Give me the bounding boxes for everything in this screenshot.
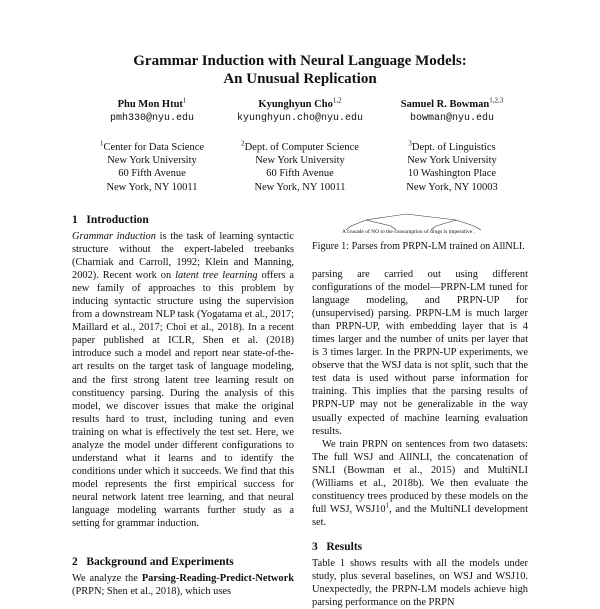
model-name: Parsing-Reading-Predict-Network xyxy=(141,573,294,584)
tree-edge xyxy=(406,214,456,220)
affiliation-line: Dept. of Linguistics xyxy=(411,142,496,153)
author-3 xyxy=(362,98,542,125)
tree-edge xyxy=(456,220,474,226)
affiliation-line: 60 Fifth Avenue xyxy=(266,168,334,180)
paragraph-text: We train PRPN on sentences from two datasets: The full WSJ and AllNLI, the concatenation of SNLI (Bowman et al., 2015) and MultiNLI (Williams et al., 2018b). We then evaluate the constituency trees produced by these models on the full WSJ, WSJ10 xyxy=(312,438,528,515)
paragraph-text: Table 1 shows results with all the models under study, plus several baselines, on WSJ and WSJ10. Unexpectedly, the PRPN-LM models achieve high parsing performance on the PRPN xyxy=(312,558,528,609)
affiliation-line: New York, NY 10011 xyxy=(254,181,346,193)
section-heading-introduction xyxy=(72,214,149,226)
paragraph-text: , and the MultiNLI development set. xyxy=(312,503,528,528)
footnote-marker[interactable]: 1 xyxy=(385,501,390,510)
author-sup: 1,2 xyxy=(332,96,342,105)
affiliation-line: New York University xyxy=(107,155,197,167)
paragraph-text: We analyze the xyxy=(72,573,142,584)
figure-caption: Figure 1: Parses from PRPN-LM trained on AllNLI. xyxy=(312,241,525,252)
background-body xyxy=(72,572,294,598)
author-name: Phu Mon Htut xyxy=(117,99,183,110)
section-title: Introduction xyxy=(86,214,149,226)
author-name: Kyunghyun Cho xyxy=(258,99,333,110)
section-heading-results xyxy=(312,541,362,553)
paper-title-line-1: Grammar Induction with Neural Language Models: xyxy=(133,53,467,69)
tree-edge xyxy=(351,220,366,226)
emphasis-term: latent tree learning xyxy=(175,270,258,282)
tree-edge xyxy=(436,220,456,226)
right-column-body xyxy=(312,268,528,529)
author-email[interactable]: bowman@nyu.edu xyxy=(409,113,494,124)
emphasis-term: Grammar induction xyxy=(72,231,156,242)
paper-title-line-2: An Unusual Replication xyxy=(223,71,377,87)
author-sup: 1 xyxy=(182,96,187,105)
parse-tree-leaf-text: A crusade of NO to the consumption of drugs is imperative . xyxy=(342,229,475,235)
paragraph-text: (PRPN; Shen et al., 2018), which uses xyxy=(72,586,232,598)
author-name: Samuel R. Bowman xyxy=(400,99,490,110)
affiliation-3 xyxy=(362,141,542,194)
section-number: 1 xyxy=(72,214,78,226)
results-body xyxy=(312,557,528,609)
affiliation-line: New York, NY 10003 xyxy=(406,181,498,193)
affiliation-sup: 3 xyxy=(408,139,412,148)
section-title: Background and Experiments xyxy=(86,556,234,568)
affiliation-line: 60 Fifth Avenue xyxy=(118,168,186,180)
tree-edge xyxy=(474,226,481,230)
affiliation-line: New York University xyxy=(407,155,497,167)
tree-edge xyxy=(366,214,406,220)
author-email[interactable]: kyunghyun.cho@nyu.edu xyxy=(236,113,364,124)
paragraph-text: parsing are carried out using different configurations of the model—PRPN-LM tuned for language modeling, and PRPN-UP for (unsupervised) parsing. PRPN-LM is much larger than PRPN-UP, with embedding layer that is 4 times larger and the number of units per layer that is 3 times larger. In the PRPN-UP experiments, we observe that the WSJ data is not split, such that the test data is used without parse information for training. This implies that the parsing results of PRPN-UP may not be generalizable in the way usually expected of machine learning evaluation results. xyxy=(312,269,528,437)
section-number: 3 xyxy=(312,541,318,553)
author-sup: 1,2,3 xyxy=(489,96,504,105)
affiliation-sup: 2 xyxy=(241,139,245,148)
paragraph-text: is the task of learning syntactic structure without the expert-labeled treebanks (Charniak and Carroll, 1992; Klein and Manning, 2002). Recent work on xyxy=(72,231,294,282)
tree-edge xyxy=(366,220,391,226)
section-heading-background xyxy=(72,556,234,568)
section-number: 2 xyxy=(72,556,78,568)
paragraph xyxy=(312,438,528,529)
affiliation-line: New York, NY 10011 xyxy=(106,181,198,193)
author-email[interactable]: pmh330@nyu.edu xyxy=(109,113,194,124)
affiliation-line: Dept. of Computer Science xyxy=(244,142,359,153)
affiliation-line: 10 Washington Place xyxy=(407,168,497,180)
affiliation-line: New York University xyxy=(255,155,345,167)
paragraph-text: offers a new family of approaches to this problem by inducing syntactic structure using the supervision from a downstream NLP task (Yogatama et al., 2017; Maillard et al., 2017; Choi et al., 2018). In a recent paper published at ICLR, Shen et al. (2018) introduce such a model and report near state-of-the-art results on the target task of language modeling, and the first strong latent tree learning result on constituency parsing. During the analysis of this model, we discover issues that make the original results hard to trust, including tuning and even training on what is effectively the test set. Here, we analyze the model under different configurations to understand what it learns and to identify the conditions under which it succeeds. We find that this model represents the first empirical success for neural network latent tree learning, and that neural language modeling warrants further study as a setting for grammar induction. xyxy=(72,270,294,530)
affiliation-sup: 1 xyxy=(99,139,104,148)
section-title: Results xyxy=(326,541,363,553)
introduction-body xyxy=(72,230,294,530)
affiliation-line: Center for Data Science xyxy=(103,142,205,153)
